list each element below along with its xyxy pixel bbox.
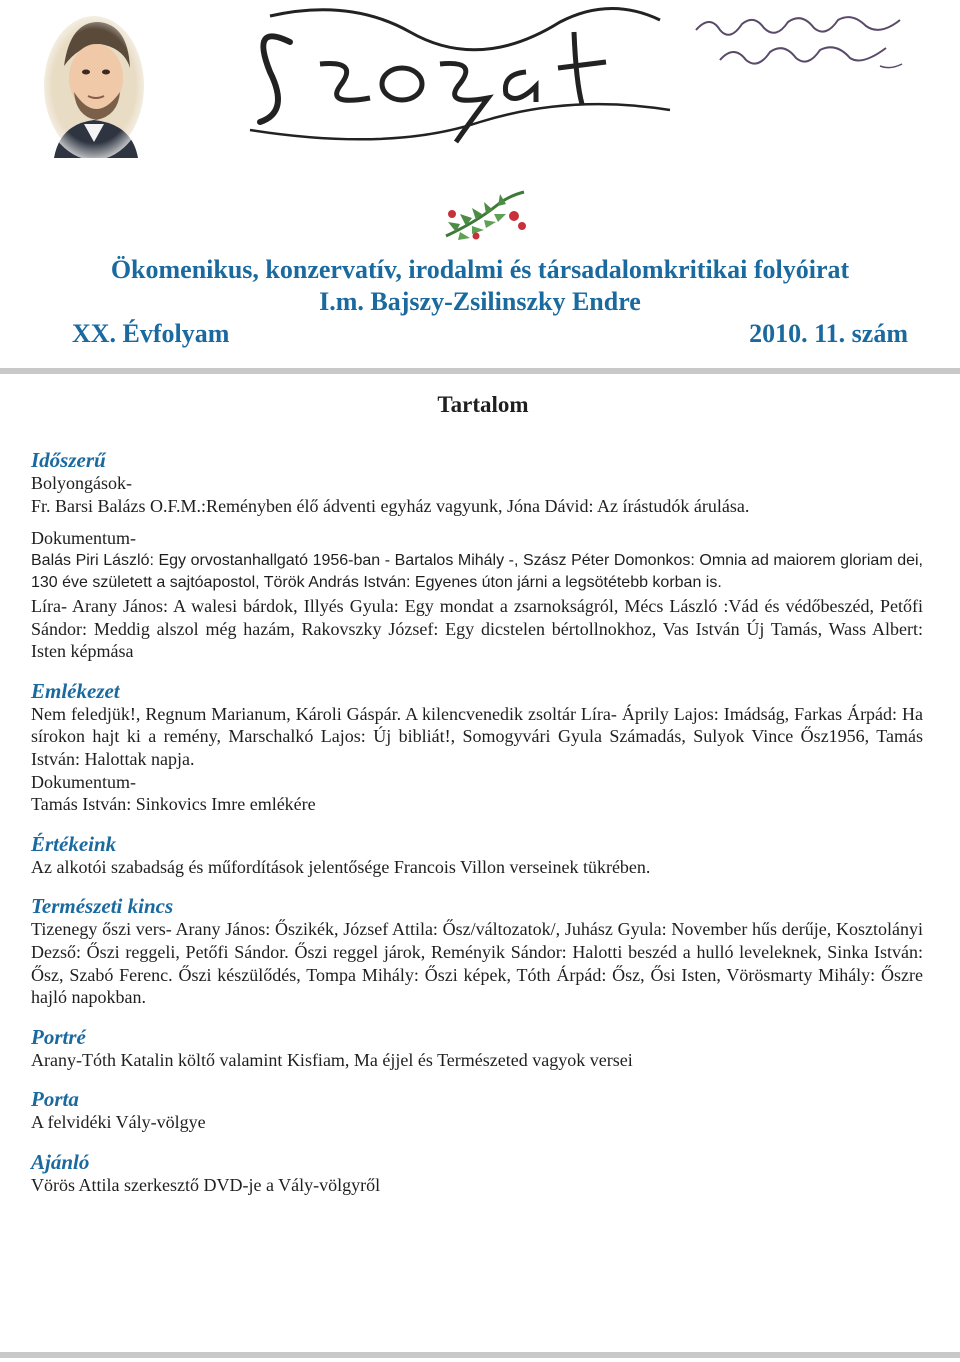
- section-line: Fr. Barsi Balázs O.F.M.:Reményben élő ádventi egyház vagyunk, Jóna Dávid: Az írástudók árulása.: [31, 495, 750, 516]
- volume-label: XX. Évfolyam: [72, 319, 230, 348]
- section-line: Tamás István: Sinkovics Imre emlékére: [31, 794, 316, 815]
- section-heading: Ajánló: [31, 1149, 90, 1174]
- section-line: Arany-Tóth Katalin költő valamint Kisfiam, Ma éjjel és Természeted vagyok versei: [31, 1049, 633, 1070]
- header: [0, 0, 960, 170]
- section-portre: [31, 1025, 923, 1072]
- svg-text:Szózat: Szózat: [230, 2, 233, 3]
- szozat-logo: [230, 2, 680, 152]
- divider-top: [0, 368, 960, 374]
- section-line: Tizenegy őszi vers- Arany János: Őszikék, József Attila: Ősz/változatok/, Juhász Gyula: November hűs derűje, Kosztolányi Dezső: Őszi reggeli, Petőfi Sándor. Őszi reggel járok, Reményik Sándor: Halotti beszéd a hulló leveleknek, Sinka István: Ősz, Szabó Ferenc. Őszi készülődés, Tompa Mihály: Őszi képek, Tóth Árpád: Ősz, Ősi Isten, Vörösmarty Mihály: Őszre hajló napokban.: [31, 919, 923, 1008]
- issue-row: [0, 318, 960, 352]
- section-line: Vörös Attila szerkesztő DVD-je a Vály-völgyről: [31, 1174, 381, 1195]
- portrait-image: [40, 8, 148, 158]
- journal-motto: I.m. Bajszy-Zsilinszky Endre: [319, 287, 641, 316]
- section-line: Líra- Arany János: A walesi bárdok, Illyés Gyula: Egy mondat a zsarnokságról, Mécs László :Vád és védőbeszéd, Petőfi Sándor: Meddig alszol még hazám, Rakovszky József: Egy dicstelen bértollnokhoz, Vas István Új Tamás, Wass Albert: Isten képmása: [31, 595, 923, 662]
- section-porta: [31, 1087, 923, 1134]
- section-line: A felvidéki Vály-völgye: [31, 1112, 206, 1133]
- section-ertekeink: [31, 832, 923, 879]
- section-heading: Időszerű: [31, 448, 106, 472]
- section-heading: Emlékezet: [31, 678, 120, 703]
- issue-number: 2010. 11. szám: [749, 319, 908, 348]
- section-termeszeti-kincs: [31, 894, 923, 1008]
- divider-bottom: [0, 1352, 960, 1358]
- signature-handwriting: [690, 6, 910, 76]
- masthead: [0, 254, 960, 352]
- section-line: Balás Piri László: Egy orvostanhallgató 1956-ban - Bartalos Mihály -, Szász Péter Domonkos: Omnia ad maiorem gloriam dei, 130 éve született a sajtóapostol, Török András István: Egyenes úton járni a legsötétebb korban is.: [31, 551, 923, 592]
- section-idoszeru: [31, 448, 923, 663]
- section-ajanlo: [31, 1150, 923, 1197]
- section-emlekezet: [31, 679, 923, 816]
- section-heading: Portré: [31, 1024, 86, 1049]
- section-line: Bolyongások-: [31, 473, 132, 493]
- section-heading: Porta: [31, 1087, 79, 1112]
- section-heading: Értékeink: [31, 831, 117, 856]
- journal-subtitle: Ökomenikus, konzervatív, irodalmi és társadalomkritikai folyóirat: [110, 255, 850, 284]
- section-line: Dokumentum-: [31, 528, 136, 549]
- toc-content: [31, 448, 923, 1196]
- section-line: Dokumentum-: [31, 771, 136, 792]
- section-line: Nem feledjük!, Regnum Marianum, Károli Gáspár. A kilencvenedik zsoltár Líra- Áprily Lajos: Imádság, Farkas Árpád: Ha sírokon hajt ki a remény, Marschalkó Lajos: Új bibliát!, Somogyvári Gyula Számadás, Sulyok Vince Ősz1956, Tamás István: Halottak napja.: [31, 703, 923, 769]
- section-heading: Természeti kincs: [31, 894, 174, 919]
- floral-ornament: [436, 186, 536, 246]
- section-line: Az alkotói szabadság és műfordítások jelentősége Francois Villon verseinek tükrében.: [31, 856, 651, 877]
- toc-title: Tartalom: [437, 392, 529, 417]
